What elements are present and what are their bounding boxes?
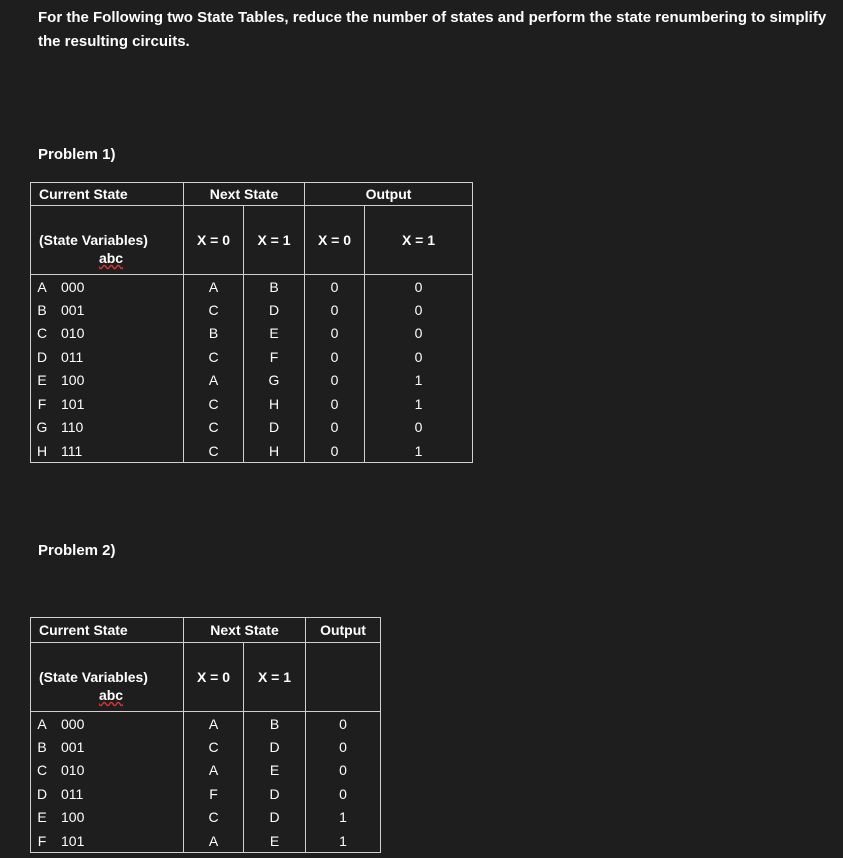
state-letter: A [37, 715, 47, 732]
output-cell: 0 [306, 782, 381, 806]
next-x0-cell: C [184, 345, 244, 369]
output-cell: 0 [306, 735, 381, 759]
table-row [31, 759, 381, 783]
state-code: 001 [61, 738, 85, 755]
next-x0-cell: C [184, 392, 244, 416]
abc-label: abc [98, 250, 124, 266]
state-variables-header [31, 206, 184, 275]
next-x1-cell: E [244, 322, 305, 346]
state-letter: H [36, 442, 48, 459]
table-row [31, 782, 381, 806]
state-code: 000 [61, 715, 85, 732]
problem1-state-table [30, 182, 473, 463]
table-row [31, 345, 473, 369]
state-code: 011 [61, 348, 84, 365]
current-state-cell [31, 298, 184, 322]
out-x0-cell: 0 [305, 345, 365, 369]
table-row [31, 298, 473, 322]
current-state-cell [31, 275, 184, 299]
state-letter: D [36, 348, 48, 365]
out-x1-cell: 1 [365, 392, 473, 416]
next-x1-header: X = 1 [244, 643, 306, 712]
out-x0-cell: 0 [305, 439, 365, 463]
next-x0-cell: A [184, 712, 244, 736]
output-blank-cell [306, 643, 381, 712]
next-x1-header: X = 1 [244, 206, 305, 275]
table-row [31, 392, 473, 416]
state-letter: E [37, 372, 47, 389]
table-row [31, 322, 473, 346]
state-code: 100 [61, 372, 85, 389]
state-letter: C [36, 325, 48, 342]
current-state-cell [31, 322, 184, 346]
table-row [31, 829, 381, 853]
current-state-cell [31, 392, 184, 416]
output-cell: 0 [306, 759, 381, 783]
next-x0-cell: A [184, 759, 244, 783]
state-letter: B [37, 301, 47, 318]
state-code: 010 [61, 325, 85, 342]
next-x0-cell: C [184, 416, 244, 440]
state-code: 110 [61, 419, 84, 436]
problem2-state-table [30, 617, 381, 853]
out-x0-cell: 0 [305, 416, 365, 440]
next-x1-cell: F [244, 345, 305, 369]
next-x1-cell: E [244, 759, 306, 783]
next-x0-cell: C [184, 298, 244, 322]
current-state-cell [31, 369, 184, 393]
out-x0-cell: 0 [305, 369, 365, 393]
next-x1-cell: D [244, 735, 306, 759]
next-x0-cell: B [184, 322, 244, 346]
state-variables-label: (State Variables) [39, 669, 148, 685]
out-x1-cell: 0 [365, 322, 473, 346]
table-row [31, 416, 473, 440]
current-state-cell [31, 829, 184, 853]
next-x1-cell: H [244, 392, 305, 416]
out-x0-cell: 0 [305, 298, 365, 322]
state-letter: A [37, 278, 47, 295]
abc-label: abc [98, 687, 124, 703]
table-row [31, 712, 381, 736]
out-x1-header: X = 1 [365, 206, 473, 275]
problem2-title: Problem 2) [38, 542, 116, 559]
current-state-cell [31, 735, 184, 759]
state-letter: F [37, 832, 47, 849]
instructions-text: For the Following two State Tables, reduce the number of states and perform the state renumbering to simplify the resulting circuits. [38, 9, 827, 50]
next-x1-cell: D [244, 782, 306, 806]
table-row [31, 275, 473, 299]
next-x1-cell: B [244, 712, 306, 736]
current-state-cell [31, 782, 184, 806]
next-x0-cell: A [184, 829, 244, 853]
state-code: 100 [61, 809, 85, 826]
next-x0-cell: A [184, 275, 244, 299]
current-state-cell [31, 712, 184, 736]
current-state-cell [31, 439, 184, 463]
state-code: 011 [61, 785, 84, 802]
out-x1-cell: 0 [365, 275, 473, 299]
next-x0-header: X = 0 [184, 643, 244, 712]
out-x1-cell: 1 [365, 439, 473, 463]
next-x1-cell: B [244, 275, 305, 299]
out-x1-cell: 0 [365, 416, 473, 440]
current-state-cell [31, 416, 184, 440]
next-x1-cell: D [244, 416, 305, 440]
state-code: 101 [61, 832, 85, 849]
table-row [31, 806, 381, 830]
output-header: Output [305, 183, 473, 206]
state-letter: C [36, 762, 48, 779]
out-x0-header: X = 0 [305, 206, 365, 275]
next-x0-cell: A [184, 369, 244, 393]
state-code: 001 [61, 301, 85, 318]
current-state-cell [31, 759, 184, 783]
output-cell: 1 [306, 806, 381, 830]
out-x1-cell: 0 [365, 345, 473, 369]
problem1-title: Problem 1) [38, 146, 116, 163]
out-x0-cell: 0 [305, 322, 365, 346]
next-x0-header: X = 0 [184, 206, 244, 275]
state-variables-label: (State Variables) [39, 232, 148, 248]
out-x0-cell: 0 [305, 392, 365, 416]
table-row [31, 735, 381, 759]
output-cell: 0 [306, 712, 381, 736]
current-state-header: Current State [31, 618, 184, 643]
next-x1-cell: D [244, 806, 306, 830]
state-code: 101 [61, 395, 85, 412]
current-state-cell [31, 345, 184, 369]
next-x0-cell: C [184, 806, 244, 830]
out-x1-cell: 0 [365, 298, 473, 322]
table-row [31, 439, 473, 463]
state-letter: E [37, 809, 47, 826]
table-row [31, 369, 473, 393]
output-header: Output [306, 618, 381, 643]
next-state-header: Next State [184, 618, 306, 643]
next-x0-cell: C [184, 735, 244, 759]
current-state-cell [31, 806, 184, 830]
state-letter: D [36, 785, 48, 802]
state-code: 000 [61, 278, 85, 295]
next-x1-cell: G [244, 369, 305, 393]
next-x1-cell: E [244, 829, 306, 853]
state-code: 010 [61, 762, 85, 779]
state-letter: F [37, 395, 47, 412]
out-x1-cell: 1 [365, 369, 473, 393]
state-letter: B [37, 738, 47, 755]
state-letter: G [36, 419, 48, 436]
next-state-header: Next State [184, 183, 305, 206]
next-x1-cell: H [244, 439, 305, 463]
next-x0-cell: C [184, 439, 244, 463]
state-code: 111 [61, 442, 83, 459]
next-x0-cell: F [184, 782, 244, 806]
out-x0-cell: 0 [305, 275, 365, 299]
output-cell: 1 [306, 829, 381, 853]
current-state-header: Current State [31, 183, 184, 206]
state-variables-header [31, 643, 184, 712]
next-x1-cell: D [244, 298, 305, 322]
